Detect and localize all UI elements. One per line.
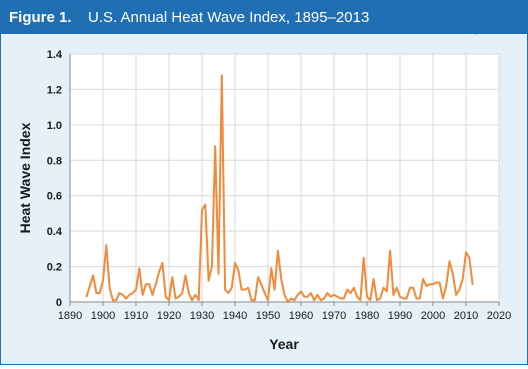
data-point: [442, 298, 444, 300]
x-tick-label: 1970: [321, 310, 347, 322]
heat-wave-line-chart: [1, 34, 527, 364]
data-point: [409, 287, 411, 289]
data-point: [350, 292, 352, 294]
data-point: [353, 287, 355, 289]
data-point: [172, 276, 174, 278]
figure-label: Figure 1.: [9, 9, 72, 26]
data-point: [294, 299, 296, 301]
x-tick-label: 1890: [57, 310, 83, 322]
data-point: [412, 287, 414, 289]
data-point: [439, 282, 441, 284]
data-point: [396, 287, 398, 289]
data-point: [360, 299, 362, 301]
x-tick-label: 1990: [387, 310, 413, 322]
data-point: [327, 292, 329, 294]
x-tick-label: 1940: [222, 310, 248, 322]
x-tick-label: 2000: [420, 310, 446, 322]
data-point: [393, 294, 395, 296]
data-point: [129, 294, 131, 296]
data-point: [363, 257, 365, 259]
x-tick-label: 1910: [123, 310, 149, 322]
data-point: [132, 292, 134, 294]
data-point: [112, 299, 114, 301]
data-point: [195, 294, 197, 296]
data-point: [465, 252, 467, 254]
data-point: [323, 298, 325, 300]
data-point: [254, 299, 256, 301]
x-tick-label: 2020: [486, 310, 512, 322]
figure-title: U.S. Annual Heat Wave Index, 1895–2013: [88, 9, 370, 26]
y-tick-label: 0.6: [46, 190, 62, 203]
data-point: [333, 294, 335, 296]
data-point: [340, 298, 342, 300]
data-point: [313, 299, 315, 301]
data-point: [455, 294, 457, 296]
data-point: [376, 299, 378, 301]
data-point: [271, 268, 273, 270]
y-tick-label: 1.2: [46, 84, 62, 97]
data-point: [386, 291, 388, 293]
data-point: [320, 299, 322, 301]
data-point: [274, 289, 276, 291]
data-point: [264, 292, 266, 294]
data-point: [429, 283, 431, 285]
x-tick-label: 1950: [255, 310, 281, 322]
data-point: [426, 285, 428, 287]
data-point: [218, 273, 220, 275]
data-point: [92, 275, 94, 277]
data-point: [383, 287, 385, 289]
data-point: [125, 298, 127, 300]
data-point: [86, 296, 88, 298]
data-point: [251, 299, 253, 301]
data-point: [122, 294, 124, 296]
y-axis-label: Heat Wave Index: [17, 122, 33, 234]
data-point: [162, 262, 164, 264]
data-point: [208, 280, 210, 282]
data-point: [89, 285, 91, 287]
data-point: [234, 262, 236, 264]
y-tick-label: 1.4: [46, 49, 62, 61]
data-point: [224, 289, 226, 291]
data-point: [297, 294, 299, 296]
data-point: [290, 298, 292, 300]
data-point: [267, 299, 269, 301]
data-point: [106, 245, 108, 247]
data-point: [238, 269, 240, 271]
data-point: [99, 292, 101, 294]
data-point: [198, 299, 200, 301]
data-point: [422, 278, 424, 280]
data-point: [228, 292, 230, 294]
data-point: [145, 283, 147, 285]
data-point: [406, 298, 408, 300]
data-point: [142, 294, 144, 296]
y-tick-label: 0: [55, 297, 62, 309]
data-point: [475, 34, 477, 35]
data-point: [310, 292, 312, 294]
data-point: [191, 299, 193, 301]
data-point: [280, 278, 282, 280]
data-point: [185, 275, 187, 277]
data-point: [109, 287, 111, 289]
data-point: [436, 282, 438, 284]
data-point: [452, 273, 454, 275]
data-point: [241, 289, 243, 291]
data-point: [337, 296, 339, 298]
data-point: [317, 294, 319, 296]
data-point: [304, 296, 306, 298]
data-point: [287, 301, 289, 303]
data-point: [135, 289, 137, 291]
y-tick-label: 1.0: [46, 119, 62, 132]
data-point: [178, 296, 180, 298]
data-point: [445, 285, 447, 287]
data-point: [277, 250, 279, 252]
data-point: [356, 296, 358, 298]
data-point: [462, 278, 464, 280]
data-point: [115, 299, 117, 301]
y-tick-label: 0.8: [46, 155, 62, 168]
data-point: [221, 74, 223, 76]
data-point: [373, 278, 375, 280]
data-point: [205, 204, 207, 206]
data-point: [214, 145, 216, 147]
x-tick-label: 1920: [156, 310, 182, 322]
data-point: [96, 292, 98, 294]
data-point: [403, 298, 405, 300]
data-point: [284, 294, 286, 296]
data-point: [244, 289, 246, 291]
data-point: [449, 260, 451, 262]
data-point: [102, 280, 104, 282]
x-tick-label: 2010: [453, 310, 479, 322]
x-tick-label: 1900: [90, 310, 116, 322]
data-point: [152, 294, 154, 296]
data-point: [366, 296, 368, 298]
data-point: [231, 287, 233, 289]
data-point: [300, 291, 302, 293]
data-point: [148, 283, 150, 285]
data-point: [211, 266, 213, 268]
data-point: [119, 292, 121, 294]
data-point: [257, 276, 259, 278]
x-axis-label: Year: [269, 336, 299, 352]
data-point: [175, 298, 177, 300]
chart-area: [1, 34, 527, 364]
data-point: [261, 283, 263, 285]
data-point: [459, 289, 461, 291]
data-point: [307, 296, 309, 298]
data-point: [416, 298, 418, 300]
data-point: [472, 283, 474, 285]
data-point: [188, 292, 190, 294]
data-point: [346, 289, 348, 291]
x-tick-label: 1980: [354, 310, 380, 322]
data-point: [399, 296, 401, 298]
data-point: [370, 299, 372, 301]
data-point: [419, 298, 421, 300]
data-point: [432, 283, 434, 285]
data-point: [181, 292, 183, 294]
data-point: [165, 296, 167, 298]
data-point: [469, 257, 471, 259]
data-point: [139, 268, 141, 270]
data-point: [389, 250, 391, 252]
data-point: [168, 299, 170, 301]
y-tick-label: 0.4: [46, 226, 62, 239]
y-tick-label: 0.2: [46, 261, 62, 274]
x-tick-label: 1930: [189, 310, 215, 322]
data-point: [247, 287, 249, 289]
data-point: [379, 298, 381, 300]
data-point: [201, 209, 203, 211]
data-point: [158, 271, 160, 273]
figure-header: [1, 1, 527, 34]
x-tick-label: 1960: [288, 310, 314, 322]
data-point: [343, 298, 345, 300]
plot-background: [70, 54, 499, 302]
data-point: [330, 296, 332, 298]
data-point: [155, 283, 157, 285]
